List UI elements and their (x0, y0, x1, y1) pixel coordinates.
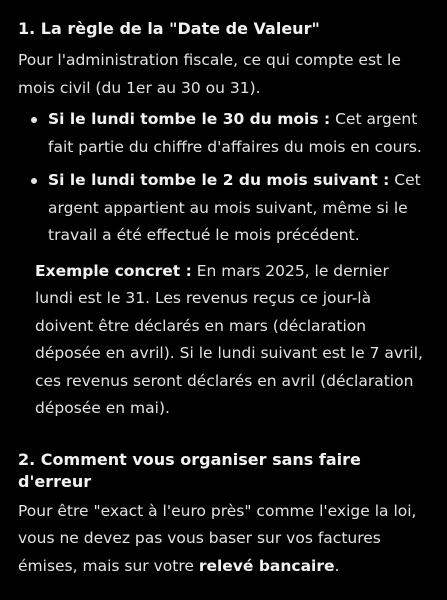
section-1-intro: Pour l'administration fiscale, ce qui compte est le mois civil (du 1er au 30 ou 31). (18, 51, 401, 97)
example-label: Exemple concret : (35, 261, 192, 280)
section-2-text: Pour être "exact à l'euro près" comme l'exige la loi, vous ne devez pas vous baser sur vos factures émises, mais sur votre (18, 501, 417, 575)
section-2-text-end: . (334, 556, 340, 575)
section-2-heading: 2. Comment vous organiser sans faire d'erreur (18, 449, 361, 491)
bullet-item-2nd (18, 167, 431, 250)
bullet-dot-icon (31, 178, 37, 184)
bullet-dot-icon (31, 117, 37, 123)
bullet-item-30th (18, 106, 431, 161)
section-1-heading: 1. La règle de la "Date de Valeur" (18, 19, 320, 38)
bullet-item-text: Cet argent appartient au mois suivant, même si le travail a été effectué le mois précédent. (48, 171, 421, 244)
section-2-paragraph (18, 498, 431, 581)
bullet-item-bold: Si le lundi tombe le 2 du mois suivant : (48, 171, 390, 189)
bullet-item-bold: Si le lundi tombe le 30 du mois : (48, 110, 331, 128)
example-text: En mars 2025, le dernier lundi est le 31. Les revenus reçus ce jour-là doivent être déclarés en mars (déclaration déposée en avril). Si le lundi suivant est le 7 avril, ces revenus seront déclarés en avril (déclaration déposée en mai). (35, 261, 423, 417)
concrete-example (35, 258, 431, 423)
bullet-item-text: Cet argent fait partie du chiffre d'affaires du mois en cours. (48, 110, 422, 156)
rule-bullet-list (18, 106, 431, 250)
bank-statement-emphasis: relevé bancaire (198, 556, 335, 575)
